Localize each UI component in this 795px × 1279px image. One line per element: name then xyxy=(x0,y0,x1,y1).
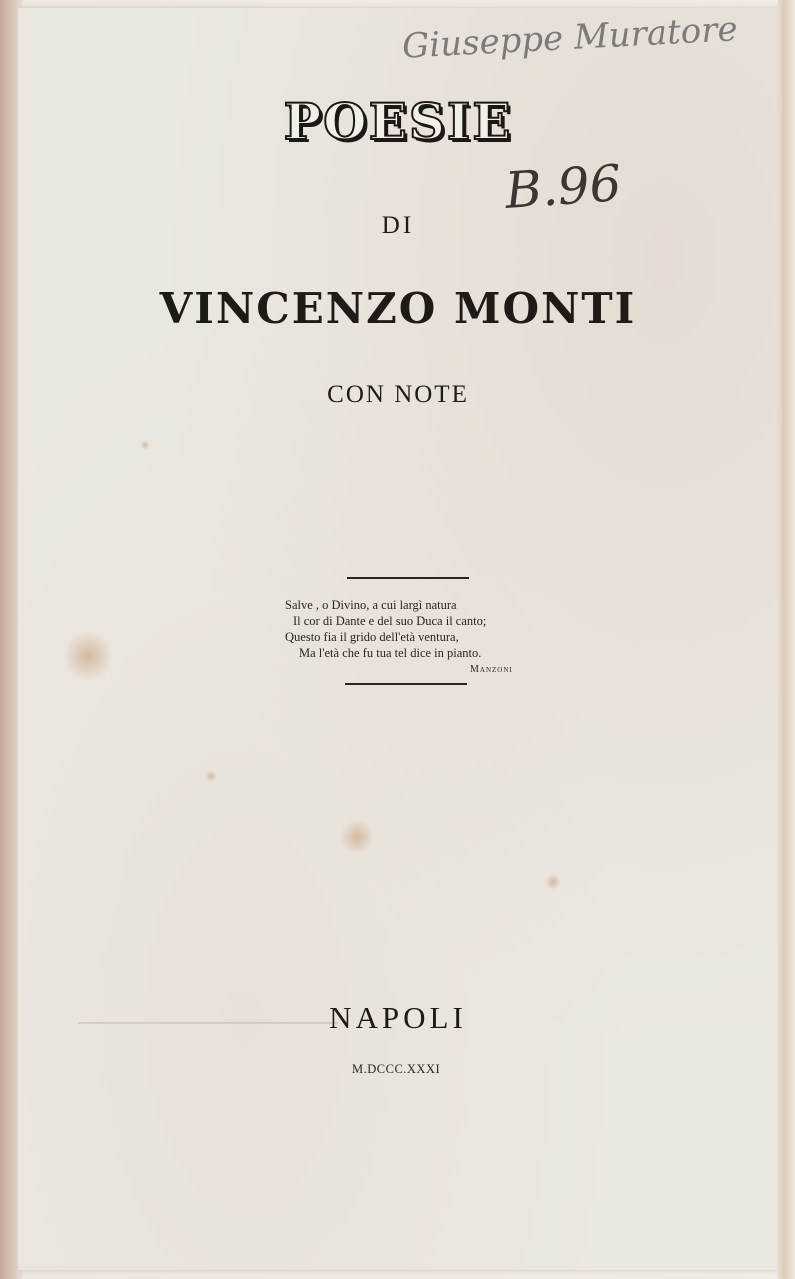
shelfmark-annotation: B.96 xyxy=(503,154,624,220)
epigraph-bottom-rule xyxy=(345,683,467,685)
author-name: VINCENZO MONTI xyxy=(159,284,637,333)
foxing-stain xyxy=(340,820,374,854)
epigraph-attribution: Manzoni xyxy=(470,664,513,675)
foxing-stain xyxy=(545,874,561,890)
epigraph-line: Questo fia il grido dell'età ventura, xyxy=(285,630,459,644)
epigraph xyxy=(285,597,545,661)
epigraph-line: Il cor di Dante e del suo Duca il canto; xyxy=(293,614,487,628)
page-fore-edge xyxy=(777,0,795,1279)
imprint-year: M.DCCC.XXXI xyxy=(352,1062,441,1076)
foxing-stain xyxy=(62,632,114,680)
imprint-place: NAPOLI xyxy=(329,1000,467,1035)
owner-signature: Giuseppe Muratore xyxy=(401,9,739,67)
foxing-stain xyxy=(205,770,217,782)
epigraph-top-rule xyxy=(347,577,469,579)
book-subtitle: CON NOTE xyxy=(327,381,469,408)
foxing-stain xyxy=(140,440,150,450)
title-preposition: DI xyxy=(381,212,415,239)
book-title: POESIE xyxy=(283,92,513,151)
epigraph-line: Salve , o Divino, a cui largì natura xyxy=(285,598,457,612)
epigraph-line: Ma l'età che fu tua tel dice in pianto. xyxy=(299,646,482,660)
